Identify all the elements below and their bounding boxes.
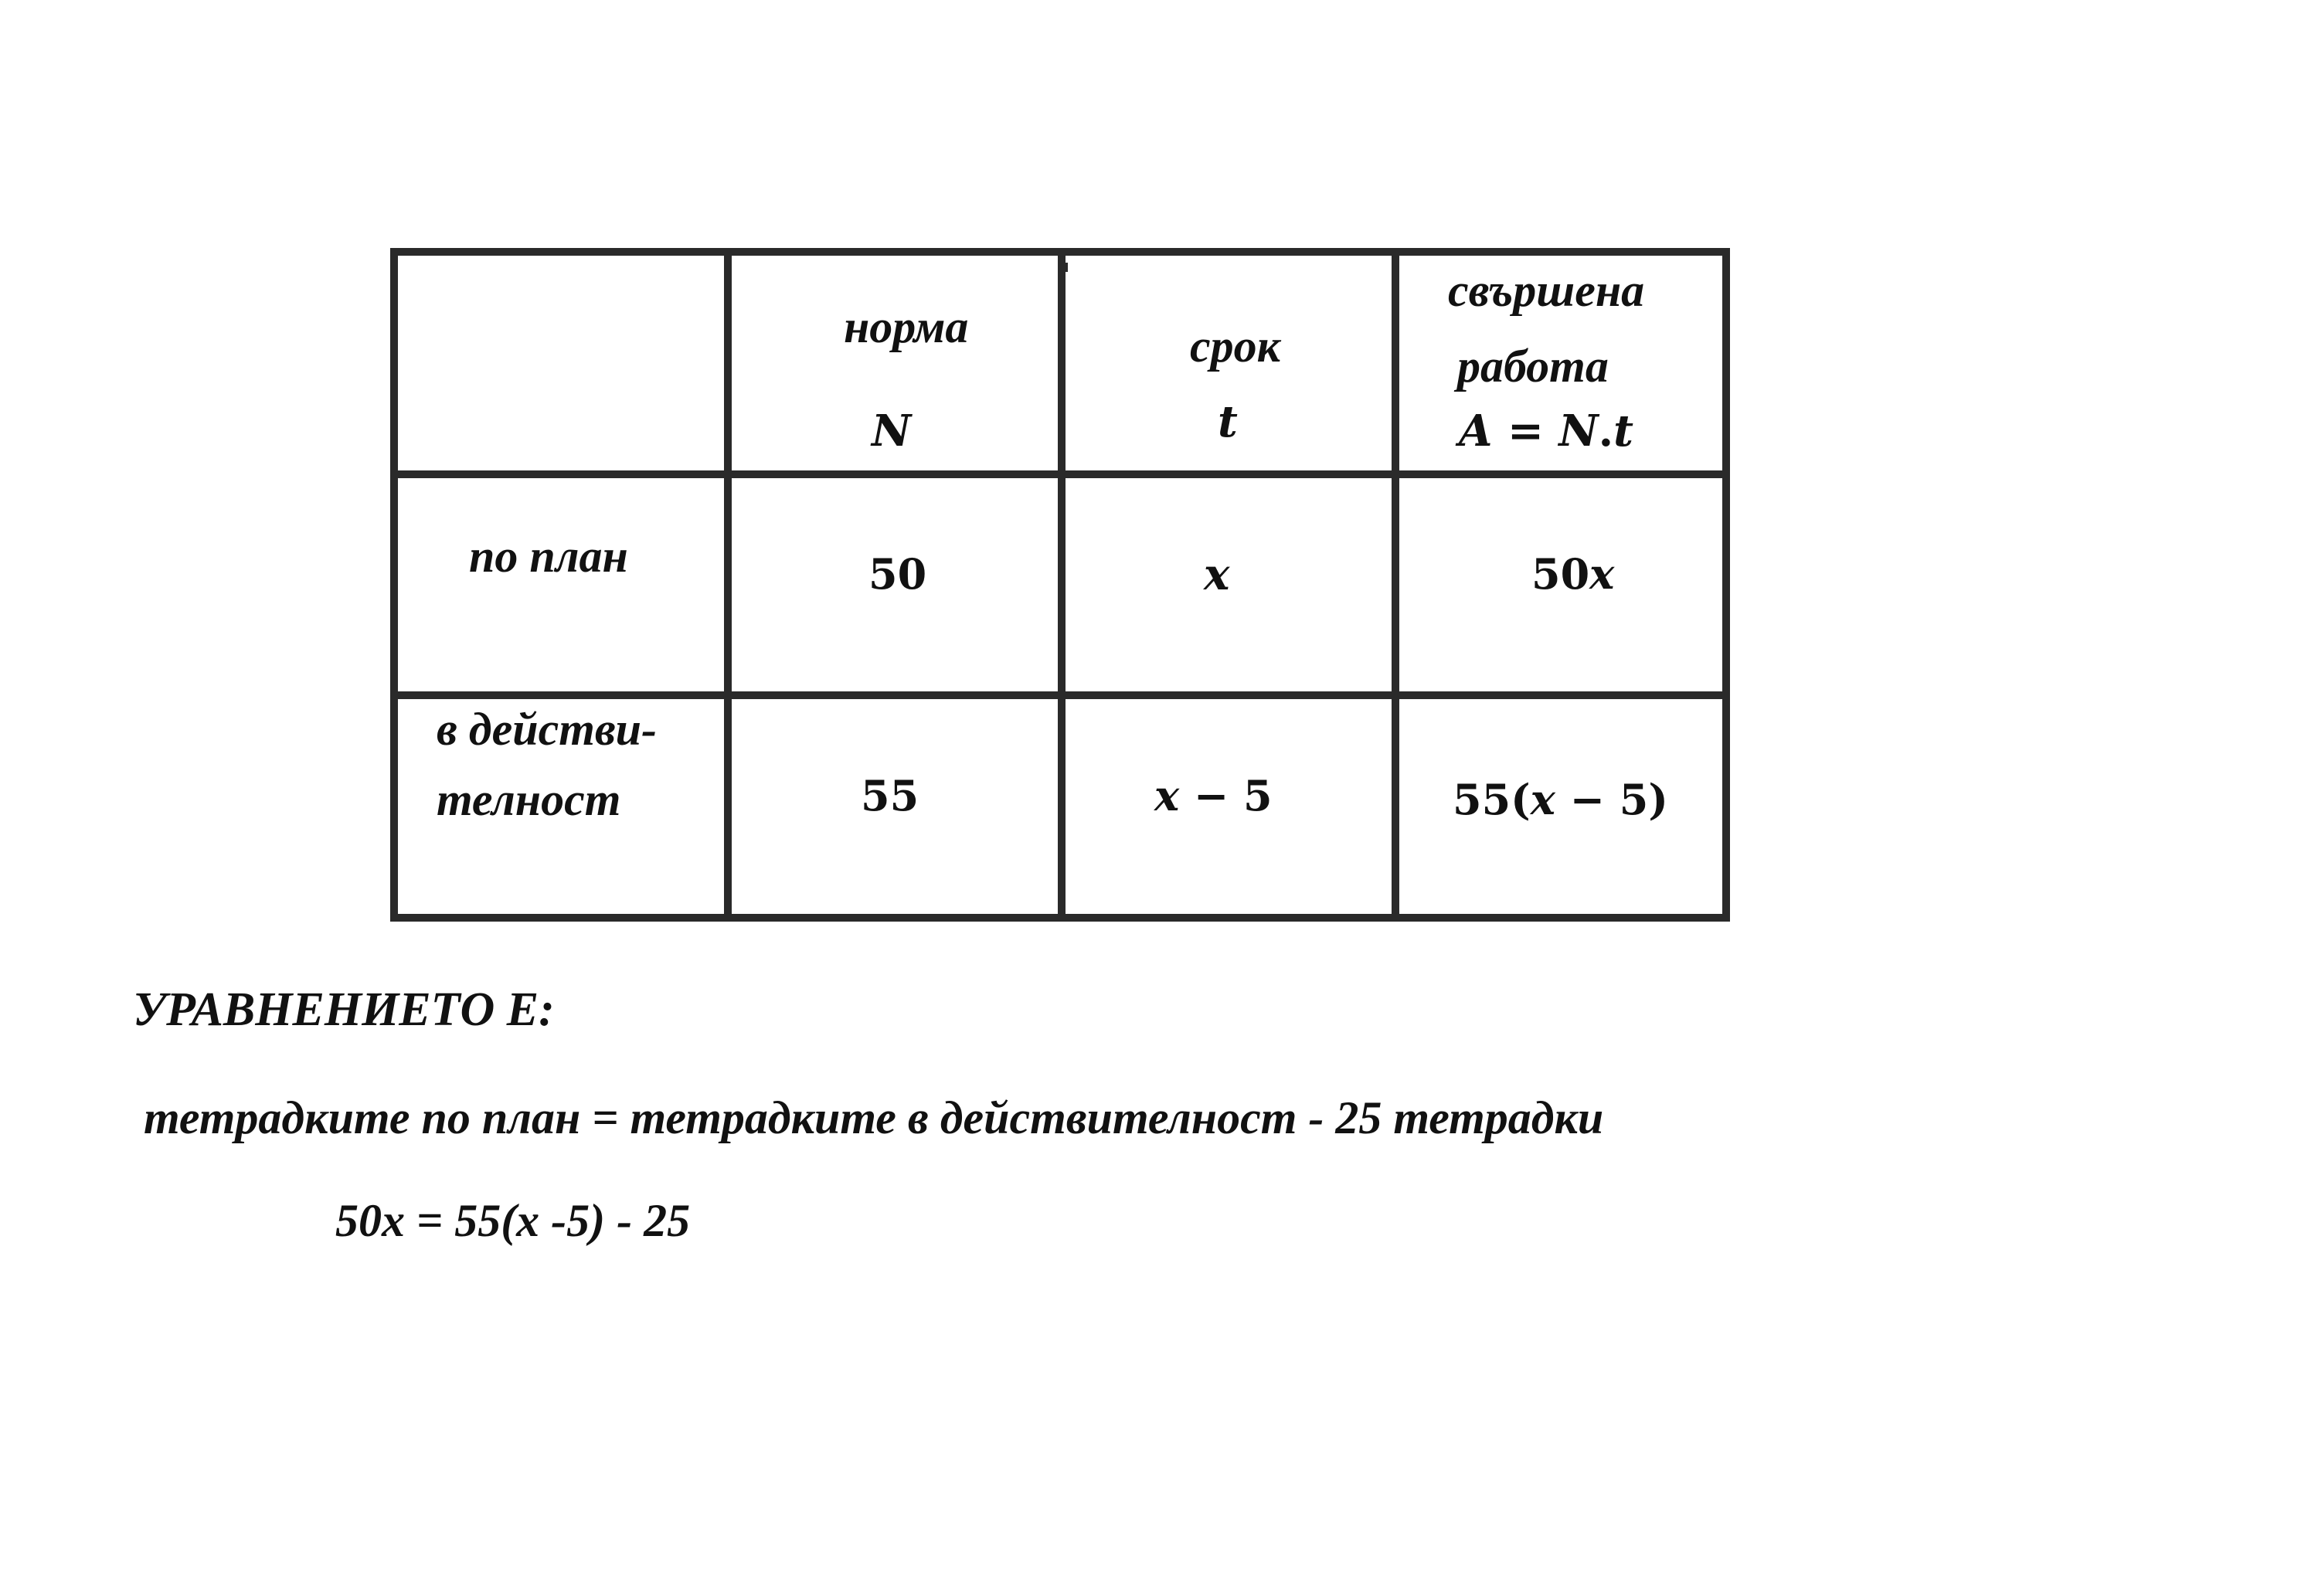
row-plan-label: по план	[469, 531, 628, 582]
row-plan-norm: 50	[868, 549, 927, 599]
norm-symbol: N	[872, 406, 912, 457]
equation-words: тетрадките по план = тетрадките в действителност - 25 тетрадки	[144, 1092, 1604, 1143]
plan-work-num: 50	[1531, 549, 1590, 599]
time-symbol: t	[1218, 396, 1238, 447]
equation-formula: 50x = 55(x -5) - 25	[335, 1195, 691, 1246]
row-actual-time	[1154, 771, 1273, 820]
header-work-formula	[1459, 406, 1633, 457]
header-work-label-2: работа	[1457, 341, 1609, 392]
table-divider-col-3	[1392, 248, 1399, 922]
plan-time-var: x	[1204, 549, 1230, 600]
equation-heading: УРАВНЕНИЕТО Е:	[133, 983, 555, 1036]
table-divider-col-2	[1058, 248, 1066, 922]
row-actual-label-1: в действи-	[437, 704, 658, 755]
actual-work-open: 55(	[1453, 775, 1531, 824]
formula-a: A	[1459, 406, 1493, 457]
stray-mark	[1065, 263, 1068, 272]
actual-time-rest: − 5	[1179, 771, 1273, 820]
formula-t: t	[1613, 406, 1633, 457]
actual-work-var: x	[1530, 775, 1555, 824]
row-plan-work	[1531, 549, 1615, 599]
row-actual-norm: 55	[861, 771, 919, 820]
row-actual-label-2: телност	[437, 774, 621, 825]
table-border-left	[390, 248, 398, 922]
actual-work-close: − 5)	[1555, 775, 1668, 824]
header-norm-symbol	[872, 406, 912, 457]
formula-eq: =	[1492, 406, 1559, 457]
formula-n: N	[1558, 406, 1599, 457]
row-plan-time	[1204, 549, 1230, 600]
header-time-label: срок	[1190, 321, 1281, 372]
header-norm-label: норма	[844, 301, 969, 352]
row-actual-work	[1453, 775, 1668, 824]
header-time-symbol	[1218, 396, 1238, 447]
table-border-right	[1722, 248, 1730, 922]
plan-work-var: x	[1589, 549, 1615, 599]
header-work-label-1: свършена	[1448, 265, 1645, 316]
formula-dot: .	[1598, 406, 1614, 457]
table-divider-col-1	[724, 248, 732, 922]
actual-time-var: x	[1154, 771, 1180, 820]
